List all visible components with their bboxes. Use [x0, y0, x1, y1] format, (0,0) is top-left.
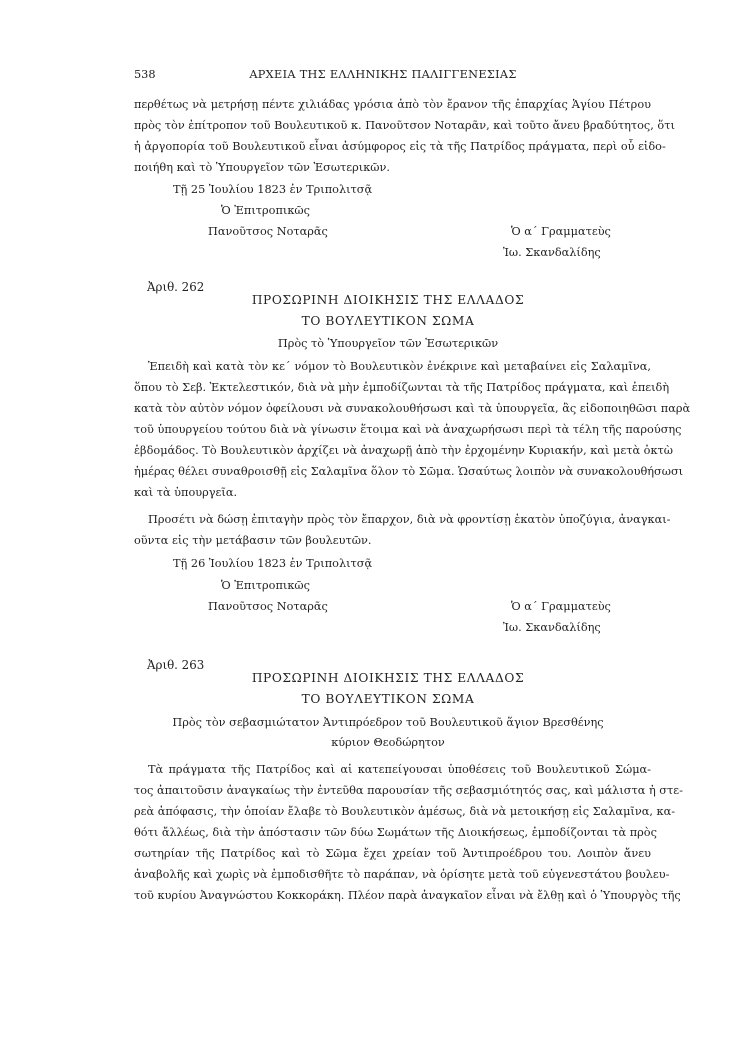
document-subheading: ΤΟ ΒΟΥΛΕΥΤΙΚΟΝ ΣΩΜΑ [301, 314, 475, 328]
body-line: ἡμέρας θέλει συναθροισθῇ εἰς Σαλαμῖνα ὅλον τὸ Σῶμα. Ὡσαύτως λοιπὸν νὰ συνακολουθήσωσι [134, 465, 684, 478]
body-line: Προσέτι νὰ δώσῃ ἐπιταγὴν πρὸς τὸν ἔπαρχον, διὰ νὰ φροντίσῃ ἑκατὸν ὑποζύγια, ἀναγκαι- [148, 513, 671, 526]
signature-left-title: Ὁ Ἐπιτροπικῶς [221, 579, 310, 592]
document-number: Ἀριθ. 263 [147, 658, 205, 672]
document-subheading: ΤΟ ΒΟΥΛΕΥΤΙΚΟΝ ΣΩΜΑ [301, 692, 475, 706]
body-line: πρὸς τὸν ἐπίτροπον τοῦ Βουλευτικοῦ κ. Πανοῦτσον Νοταρᾶν, καὶ τοῦτο ἄνευ βραδύτητος, ὅτι [134, 119, 675, 132]
signature-left-name: Πανοῦτσος Νοταρᾶς [208, 225, 328, 238]
signature-left-name: Πανοῦτσος Νοταρᾶς [208, 600, 328, 613]
signature-right-title: Ὁ α΄ Γραμματεὺς [511, 225, 611, 238]
body-line: σωτηρίαν τῆς Πατρίδος καὶ τὸ Σῶμα ἔχει χρείαν τοῦ Ἀντιπροέδρου του. Λοιπὸν ἄνευ [134, 847, 651, 860]
body-line: ποιήθη καὶ τὸ Ὑπουργεῖον τῶν Ἐσωτερικῶν. [134, 161, 390, 174]
body-line: περθέτως νὰ μετρήσῃ πέντε χιλιάδας γρόσια ἀπὸ τὸν ἔρανον τῆς ἐπαρχίας Ἁγίου Πέτρου [134, 98, 651, 111]
date-line: Τῇ 26 Ἰουλίου 1823 ἐν Τριπολιτσᾷ [173, 557, 373, 570]
running-title: ΑΡΧΕΙΑ ΤΗΣ ΕΛΛΗΝΙΚΗΣ ΠΑΛΙΓΓΕΝΕΣΙΑΣ [249, 68, 517, 81]
document-number: Ἀριθ. 262 [147, 280, 205, 294]
document-addressee: Πρὸς τὸ Ὑπουργεῖον τῶν Ἐσωτερικῶν [277, 337, 499, 350]
body-line: ρεὰ ἀπόφασις, τὴν ὁποίαν ἔλαβε τὸ Βουλευτικὸν ἀμέσως, διὰ νὰ μετοικήσῃ εἰς Σαλαμῖνα, κα- [134, 805, 676, 818]
document-heading: ΠΡΟΣΩΡΙΝΗ ΔΙΟΙΚΗΣΙΣ ΤΗΣ ΕΛΛΑΔΟΣ [251, 293, 525, 307]
body-line: τοῦ κυρίου Ἀναγνώστου Κοκκοράκη. Πλέον παρὰ ἀναγκαῖον εἶναι νὰ ἔλθῃ καὶ ὁ Ὑπουργὸς τῆς [134, 889, 681, 902]
body-line: κατὰ τὸν αὐτὸν νόμον ὀφείλουσι νὰ συνακολουθήσωσι καὶ τὰ ὑπουργεῖα, ἂς εἰδοποιηθῶσι παρὰ [134, 402, 691, 415]
signature-right-name: Ἰω. Σκανδαλίδης [503, 621, 601, 634]
signature-left-title: Ὁ Ἐπιτροπικῶς [221, 204, 310, 217]
body-line: Τὰ πράγματα τῆς Πατρίδος καὶ αἱ κατεπείγουσαι ὑποθέσεις τοῦ Βουλευτικοῦ Σώμα- [148, 763, 651, 776]
body-line: ὅπου τὸ Σεβ. Ἐκτελεστικόν, διὰ νὰ μὴν ἐμποδίζωνται τὰ τῆς Πατρίδος πράγματα, καὶ ἐπειδὴ [134, 381, 670, 394]
document-heading: ΠΡΟΣΩΡΙΝΗ ΔΙΟΙΚΗΣΙΣ ΤΗΣ ΕΛΛΑΔΟΣ [251, 671, 525, 685]
date-line: Τῇ 25 Ἰουλίου 1823 ἐν Τριπολιτσᾷ [173, 183, 373, 196]
body-line: τοῦ ὑπουργείου τούτου διὰ νὰ γίνωσιν ἕτοιμα καὶ νὰ ἀναχωρήσωσι περὶ τὰ τέλη τῆς παρούσης [134, 423, 682, 436]
body-line: ἑβδομάδος. Τὸ Βουλευτικὸν ἀρχίζει νὰ ἀναχωρῇ ἀπὸ τὴν ἐρχομένην Κυριακήν, καὶ μετὰ ὀκτὼ [134, 444, 674, 457]
body-line: θότι ἄλλέως, διὰ τὴν ἀπόστασιν τῶν δύω Σωμάτων τῆς Διοικήσεως, ἐμποδίζονται τὰ πρὸς [134, 826, 657, 839]
page-number: 538 [134, 68, 156, 81]
body-line: οῦντα εἰς τὴν μετάβασιν τῶν βουλευτῶν. [134, 534, 372, 547]
body-line: καὶ τὰ ὑπουργεῖα. [134, 486, 238, 499]
body-line: τος ἀπαιτοῦσιν ἀναγκαίως τὴν ἐντεῦθα παρουσίαν τῆς σεβασμιότητός σας, καὶ μάλιστα ἡ στε- [134, 784, 683, 797]
signature-right-title: Ὁ α΄ Γραμματεὺς [511, 600, 611, 613]
signature-right-name: Ἰω. Σκανδαλίδης [503, 246, 601, 259]
body-line: ἡ ἀργοπορία τοῦ Βουλευτικοῦ εἶναι ἀσύμφορος εἰς τὰ τῆς Πατρίδος πράγματα, περὶ οὗ εἰδο- [134, 140, 666, 153]
document-addressee: κύριον Θεοδώρητον [331, 736, 445, 749]
body-line: Ἐπειδὴ καὶ κατὰ τὸν κε΄ νόμον τὸ Βουλευτικὸν ἐνέκρινε καὶ μεταβαίνει εἰς Σαλαμῖνα, [148, 360, 651, 373]
document-addressee: Πρὸς τὸν σεβασμιώτατον Ἀντιπρόεδρον τοῦ Βουλευτικοῦ ἅγιον Βρεσθένης [172, 716, 604, 729]
body-line: ἀναβολῆς καὶ χωρὶς νὰ ἐμποδισθῆτε τὸ παράπαν, νὰ ὁρίσητε μετὰ τοῦ εὐγενεστάτου βουλευ- [134, 868, 670, 881]
